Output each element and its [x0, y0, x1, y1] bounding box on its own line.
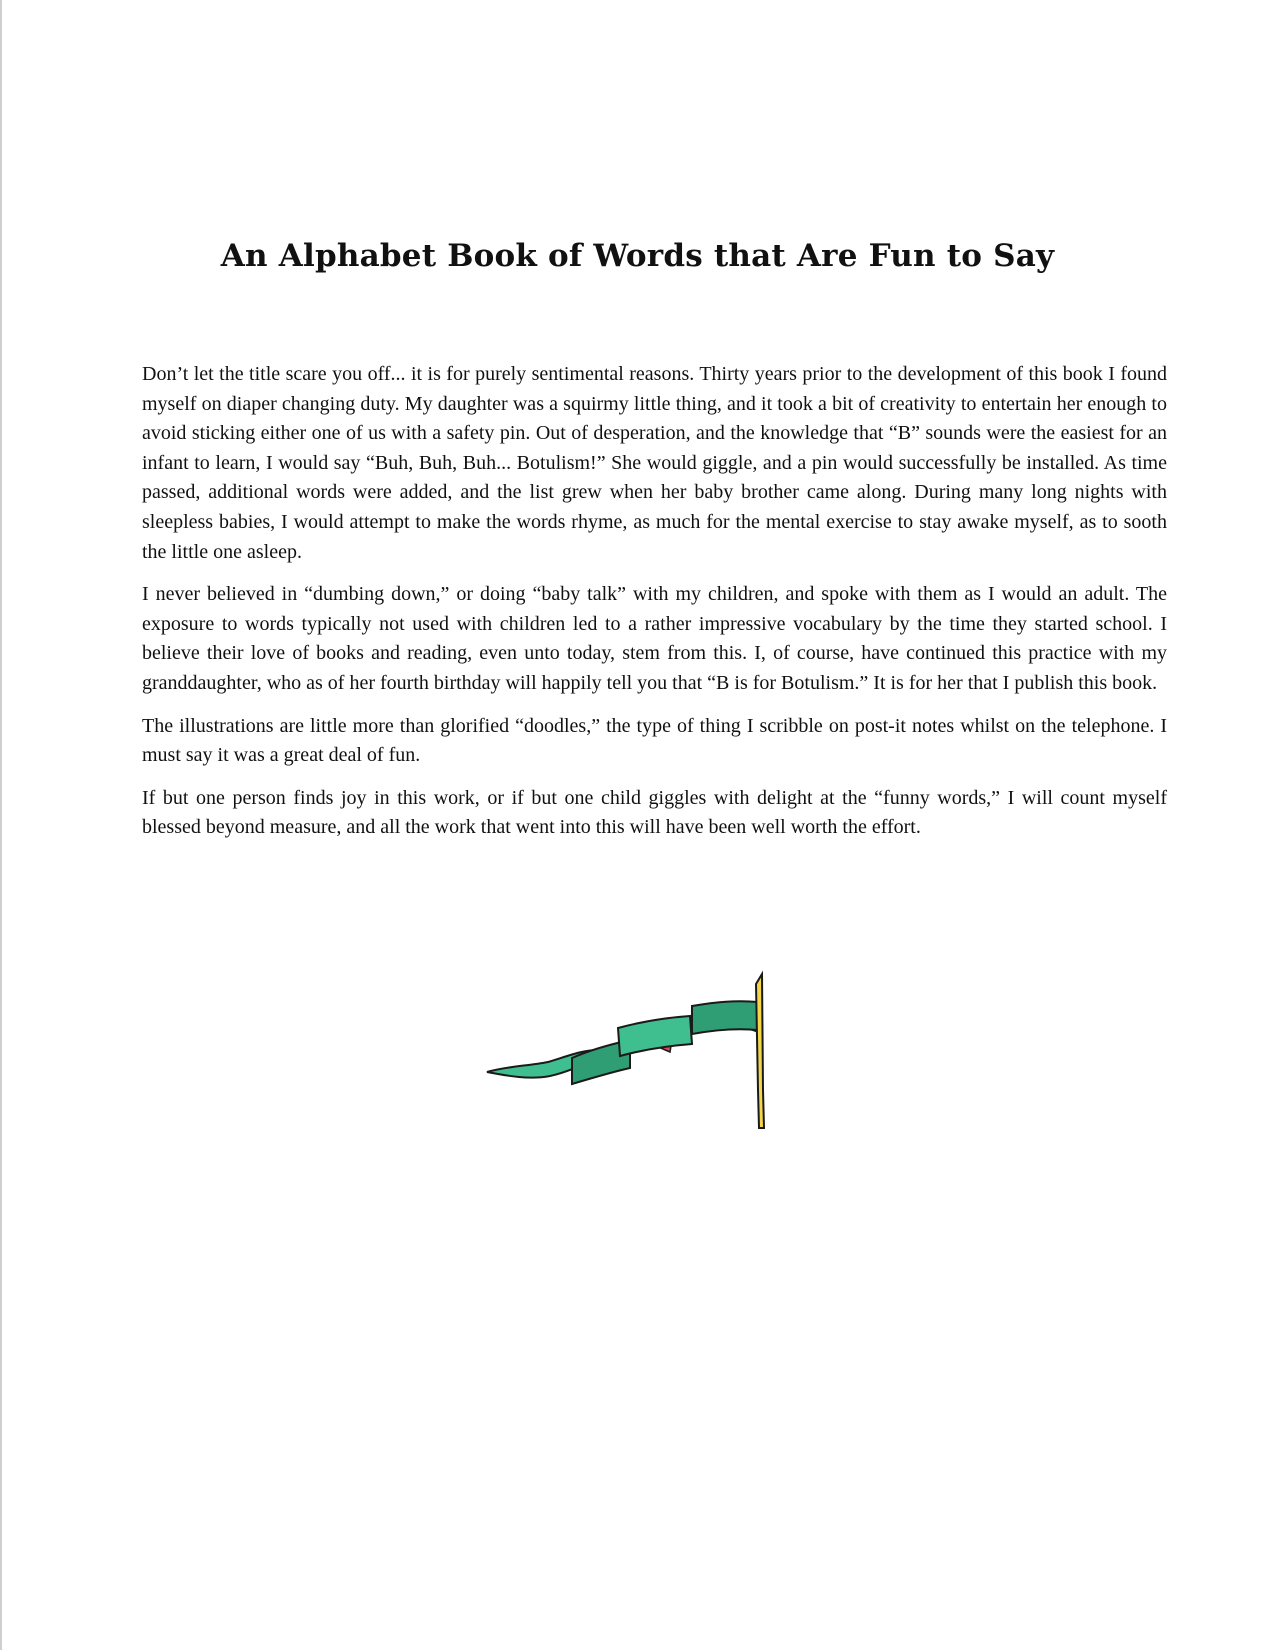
banner-segment [692, 1001, 758, 1034]
paragraph-2: I never believed in “dumbing down,” or doing “baby talk” with my children, and spoke with them as I would an adult. The exposure to words typically not used with children led to a rather impressive vocabulary by the time they started school. I believe their love of books and reading, even unto today, stem from this. I, of course, have continued this practice with my granddaughter, who as of her fourth birthday will happily tell you that “B is for Botulism.” It is for her that I publish this book. [142, 583, 1167, 694]
intro-text [142, 360, 1167, 856]
flag-pole [756, 974, 764, 1128]
pennant-flag-icon [480, 950, 815, 1145]
paragraph-4: If but one person finds joy in this work, or if but one child giggles with delight at the “funny words,” I will count myself blessed beyond measure, and all the work that went into this will have been well worth the effort. [142, 786, 1167, 839]
page-title: An Alphabet Book of Words that Are Fun to Say [220, 238, 1055, 274]
banner-segment [618, 1016, 692, 1056]
paragraph-3: The illustrations are little more than glorified “doodles,” the type of thing I scribble on post-it notes whilst on the telephone. I must say it was a great deal of fun. [142, 714, 1167, 767]
paragraph-1: Don’t let the title scare you off... it is for purely sentimental reasons. Thirty years prior to the development of this book I found myself on diaper changing duty. My daughter was a squirmy little thing, and it took a bit of creativity to entertain her enough to avoid sticking either one of us with a safety pin. Out of desperation, and the knowledge that “B” sounds were the easiest for an infant to learn, I would say “Buh, Buh, Buh... Botulism!” She would giggle, and a pin would successfully be installed. As time passed, additional words were added, and the list grew when her baby brother came along. During many long nights with sleepless babies, I would attempt to make the words rhyme, as much for the mental exercise to stay awake myself, as to sooth the little one asleep. [142, 363, 1167, 563]
